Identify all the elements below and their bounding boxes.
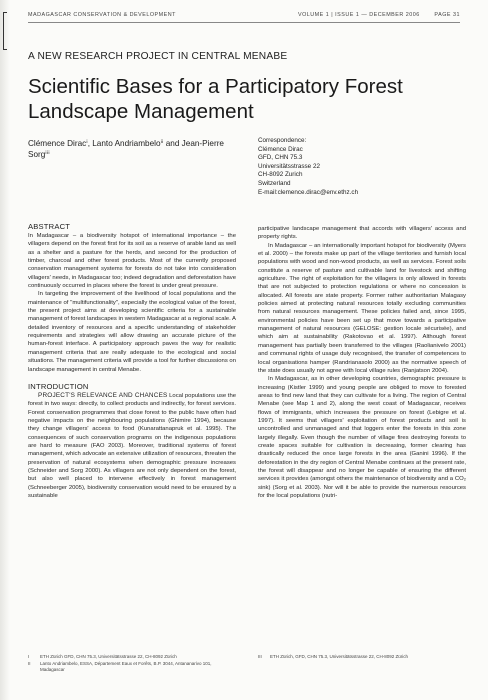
body-paragraph: In Madagascar, as in other developing countries, demographic pressure is increasing (Kistler 1999) and young people are obliged to move to forested areas to find new land that they can cultivate for a living. The region of Central Menabe (see Map 1 and 2), along the west coast of Madagascar, receives flows of immigrants, which increases the pressure on forest (Lebigre et al. 1997). It seems that villagers' exploitation of forest products and soil is uncontrolled and unmanaged and that loggers enter the forests in this zone largely illegally. Even though the number of village fires destroying forests to create spaces suitable for cultivation is decreasing, former clearing has drastically reduced the once large forests in the area (Ganini 1996). If the deforestation in the dry region of Central Menabe continues at the present rate, the forest will disappear and no longer be capable of ensuring the different services it provides (amongst others the maintenance of biodiversity and a CO₂ sink) (Sorg et al. 2003). Nor will it be able to provide the numerous resources for the local populations (nutri- — [258, 376, 466, 499]
left-column — [28, 222, 236, 500]
footnote-mark: I — [28, 654, 30, 659]
project-label: A NEW RESEARCH PROJECT IN CENTRAL MENABE — [28, 51, 288, 62]
footnote — [28, 661, 228, 674]
journal-name: MADAGASCAR CONSERVATION & DEVELOPMENT — [28, 12, 176, 18]
footnote-text: ETH Zürich GFD, CHN 75.3, Universitätsstrasse 22, CH-8092 Zürich — [40, 654, 177, 659]
footnotes-right — [258, 654, 458, 661]
correspondence-line: Universitätsstrasse 22 — [258, 162, 320, 170]
header-rule — [28, 22, 460, 23]
introduction-heading: INTRODUCTION — [28, 381, 89, 391]
body-paragraph: In Madagascar – an internationally important hotspot for biodiversity (Myers et al. 2000) – the forests make up part of the village territories and furnish local populations with wood and non-wood products, as well as services. Forest soils constitute a reserve of pasture and cultivable land for livestock and shifting agriculture. The right of exploitation for the villagers is only allowed in forests that are not subjected to protection regulations or where no concession is allocated. All forests are state property. Former rather authoritarian Malagasy policies aimed at protecting natural resources totally excluding communities from natural resources management. These policies failed and, since 1995, environmental policies have been set up that move towards a participative management of natural resources (GELOSE: gestion locale sécurisée), and which aim at sustainability (Rakotovao et al. 1997). Although forest management has partially been transferred to the villages (Raolianivelo 2001) and communal rights of usage duly recognised, the transfer of competences to local organisations hamper (Randrianasolo 2000) as the normative speech of the state does usually not agree with local village rules (Ranjatson 2004). — [258, 242, 466, 374]
authors: Clémence Diracⁱ, Lanto Andriambeloⁱⁱ and Jean-Pierre Sorgⁱⁱⁱ — [28, 139, 224, 159]
abstract-paragraph: In Madagascar – a biodiversity hotspot of international importance – the villagers depend on the forest first for its soil as a reserve of arable land as well as a shelter and a pasture for the herds, and second for the production of timber, charcoal and other forest products. Most of the currently proposed conservation management systems for forests do not take into consideration villagers' needs, in Madagascar too; indeed degradation and deforestation have continuously occurred in places where the forest is under great pressure. — [28, 233, 236, 290]
correspondence-line: Correspondence: — [258, 137, 307, 144]
footnote-text: Lanto Andriambelo, ESSA, Département Eaux et Forêts, B.P. 3044, Antananarivo 101, Madagascar — [40, 660, 212, 673]
correspondence-line: Clémence Dirac — [258, 145, 303, 153]
introduction-paragraph — [28, 392, 236, 500]
right-column — [258, 225, 466, 500]
issue-info: VOLUME 1 | ISSUE 1 — DECEMBER 2006 — [298, 12, 420, 18]
binding-bracket-mark — [3, 12, 7, 50]
introduction-text: Local populations use the forest in two ways: directly, to collect products and indirectly, for forest services. Forest conservation programmes that close forest to the public have often had negative impacts on the neighbouring populations (Ghimire 1994), because they change villagers' access to food (Kunarattanapruk et al. 1995). The consequences of such conservation programs on the indigenous populations are hard to measure (FAO 2003). Moreover, traditional systems of forest management, which advocate an extensive utilization of resources, threaten the preservation of natural ecosystems when demographic pressure increases (Schneider and Sorg 2000). As villagers are not only dependent on the forest, but also well placed to intervene effectively in forest management (Schneeberger 2005), biodiversity conservation would need to be ensured by a sustainable — [28, 392, 237, 499]
footnotes-left — [28, 654, 228, 674]
page-binding-shadow — [0, 0, 10, 700]
footnote-text: ETH Zürich, GFD, CHN 75.3, Universitätsstrasse 22, CH-8092 Zürich — [270, 654, 409, 659]
correspondence-block — [258, 137, 458, 197]
footnote-mark: II — [28, 660, 31, 666]
abstract-heading: ABSTRACT — [28, 222, 71, 231]
footnote — [258, 654, 458, 661]
abstract-paragraph: In targeting the improvement of the livelihood of local populations and the maintenance of "multifunctionality", especially the ecological value of the forest, the present project aims at developing scientific criteria for a sustainable management of forest landscapes in western Madagascar at a regional scale. A detailed inventory of resources and a specific understanding of stakeholder requirements and strategies will allow drawing an accurate picture of the human-forest interface. A participatory approach paves the way for realistic management criteria that are really adequate to the ecological and social situations. The management criteria will provide a tool for further discussions on landscape management in central Menabe. — [28, 291, 236, 373]
correspondence-line: GFD, CHN 75.3 — [258, 154, 303, 162]
correspondence-line: CH-8092 Zurich — [258, 171, 303, 179]
footnote-mark: III — [258, 654, 262, 659]
footnote — [28, 654, 228, 661]
article-title: Scientific Bases for a Participatory Forest Landscape Management — [28, 75, 403, 123]
correspondence-email: E-mail:clemence.dirac@env.ethz.ch — [258, 188, 359, 196]
body-paragraph: participative landscape management that accords with villagers' access and property rights. — [258, 226, 466, 241]
page-number: PAGE 31 — [434, 12, 460, 18]
correspondence-line: Switzerland — [258, 179, 291, 187]
introduction-subheading: PROJECT'S RELEVANCE AND CHANCES — [38, 391, 168, 399]
running-header — [28, 12, 460, 22]
